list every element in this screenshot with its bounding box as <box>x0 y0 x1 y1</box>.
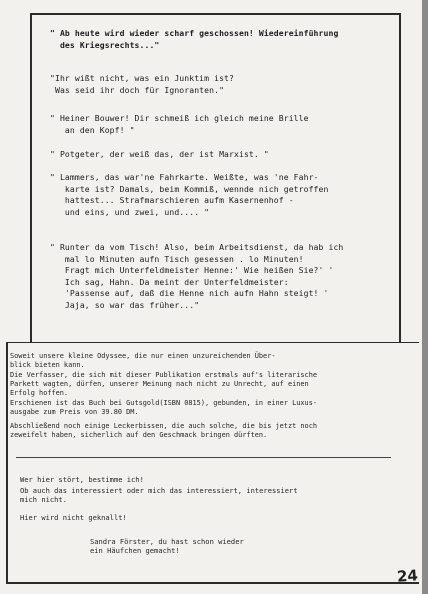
handwritten-line-2: Ob auch das interessiert oder mich das interessiert, interessiert mich nicht. <box>20 486 298 505</box>
scan-edge <box>422 0 428 594</box>
quote-6: " Runter da vom Tisch! Also, beim Arbeitsdienst, da hab ich mal lo Minuten aufn Tisch gesessen . lo Minuten! Fragt mich Unterfeldmeister Henne:' Wie heißen Sie?' ' Ich sag, Hahn. Da meint der Unterfeldmeister: 'Passense auf, daß die Henne nich aufn Hahn steigt! ' Jaja, so war das früher..." <box>50 242 344 310</box>
quote-3: " Heiner Bouwer! Dir schmeiß ich gleich meine Brille an den Kopf! " <box>50 113 309 135</box>
handwritten-line-1: Wer hier stört, bestimme ich! <box>20 475 144 484</box>
paragraph-4: Abschließend noch einige Leckerbissen, die auch solche, die bis jetzt noch zeweifelt haben, sicherlich auf den Geschmack bringen dürften. <box>10 422 317 440</box>
page-number: 24 <box>396 566 419 586</box>
paragraph-3: Erschienen ist das Buch bei Gutsgold(ISBN 0815), gebunden, in einer Luxus- ausgabe zum Preis von 39.80 DM. <box>10 399 317 417</box>
divider-line <box>16 457 391 458</box>
handwritten-line-4: Sandra Förster, du hast schon wieder ein Häufchen gemacht! <box>90 537 244 556</box>
quote-2: "Ihr wißt nicht, was ein Junktim ist? Was seid ihr doch für Ignoranten." <box>50 73 234 95</box>
quote-5: " Lammers, das war'ne Fahrkarte. Weißte, was 'ne Fahr- karte ist? Damals, beim Kommiß, wennde nich getroffen hattest... Strafmarschieren aufm Kasernenhof - und eins, und zwei, und.... " <box>50 172 329 217</box>
paragraph-2: Die Verfasser, die sich mit dieser Publikation erstmals auf's literarische Parkett wagten, dürfen, unserer Meinung nach nicht zu Unrecht, auf einen Erfolg hoffen. <box>10 371 317 398</box>
quote-4: " Potgeter, der weiß das, der ist Marxist. " <box>50 149 269 159</box>
handwritten-line-3: Hier wird nicht geknallt! <box>20 513 127 522</box>
paragraph-1: Soweit unsere kleine Odyssee, die nur einen unzureichenden Über- blick bieten kann. <box>10 352 276 370</box>
quote-1: " Ab heute wird wieder scharf geschossen! Wiedereinführung des Kriegsrechts..." <box>50 28 339 50</box>
